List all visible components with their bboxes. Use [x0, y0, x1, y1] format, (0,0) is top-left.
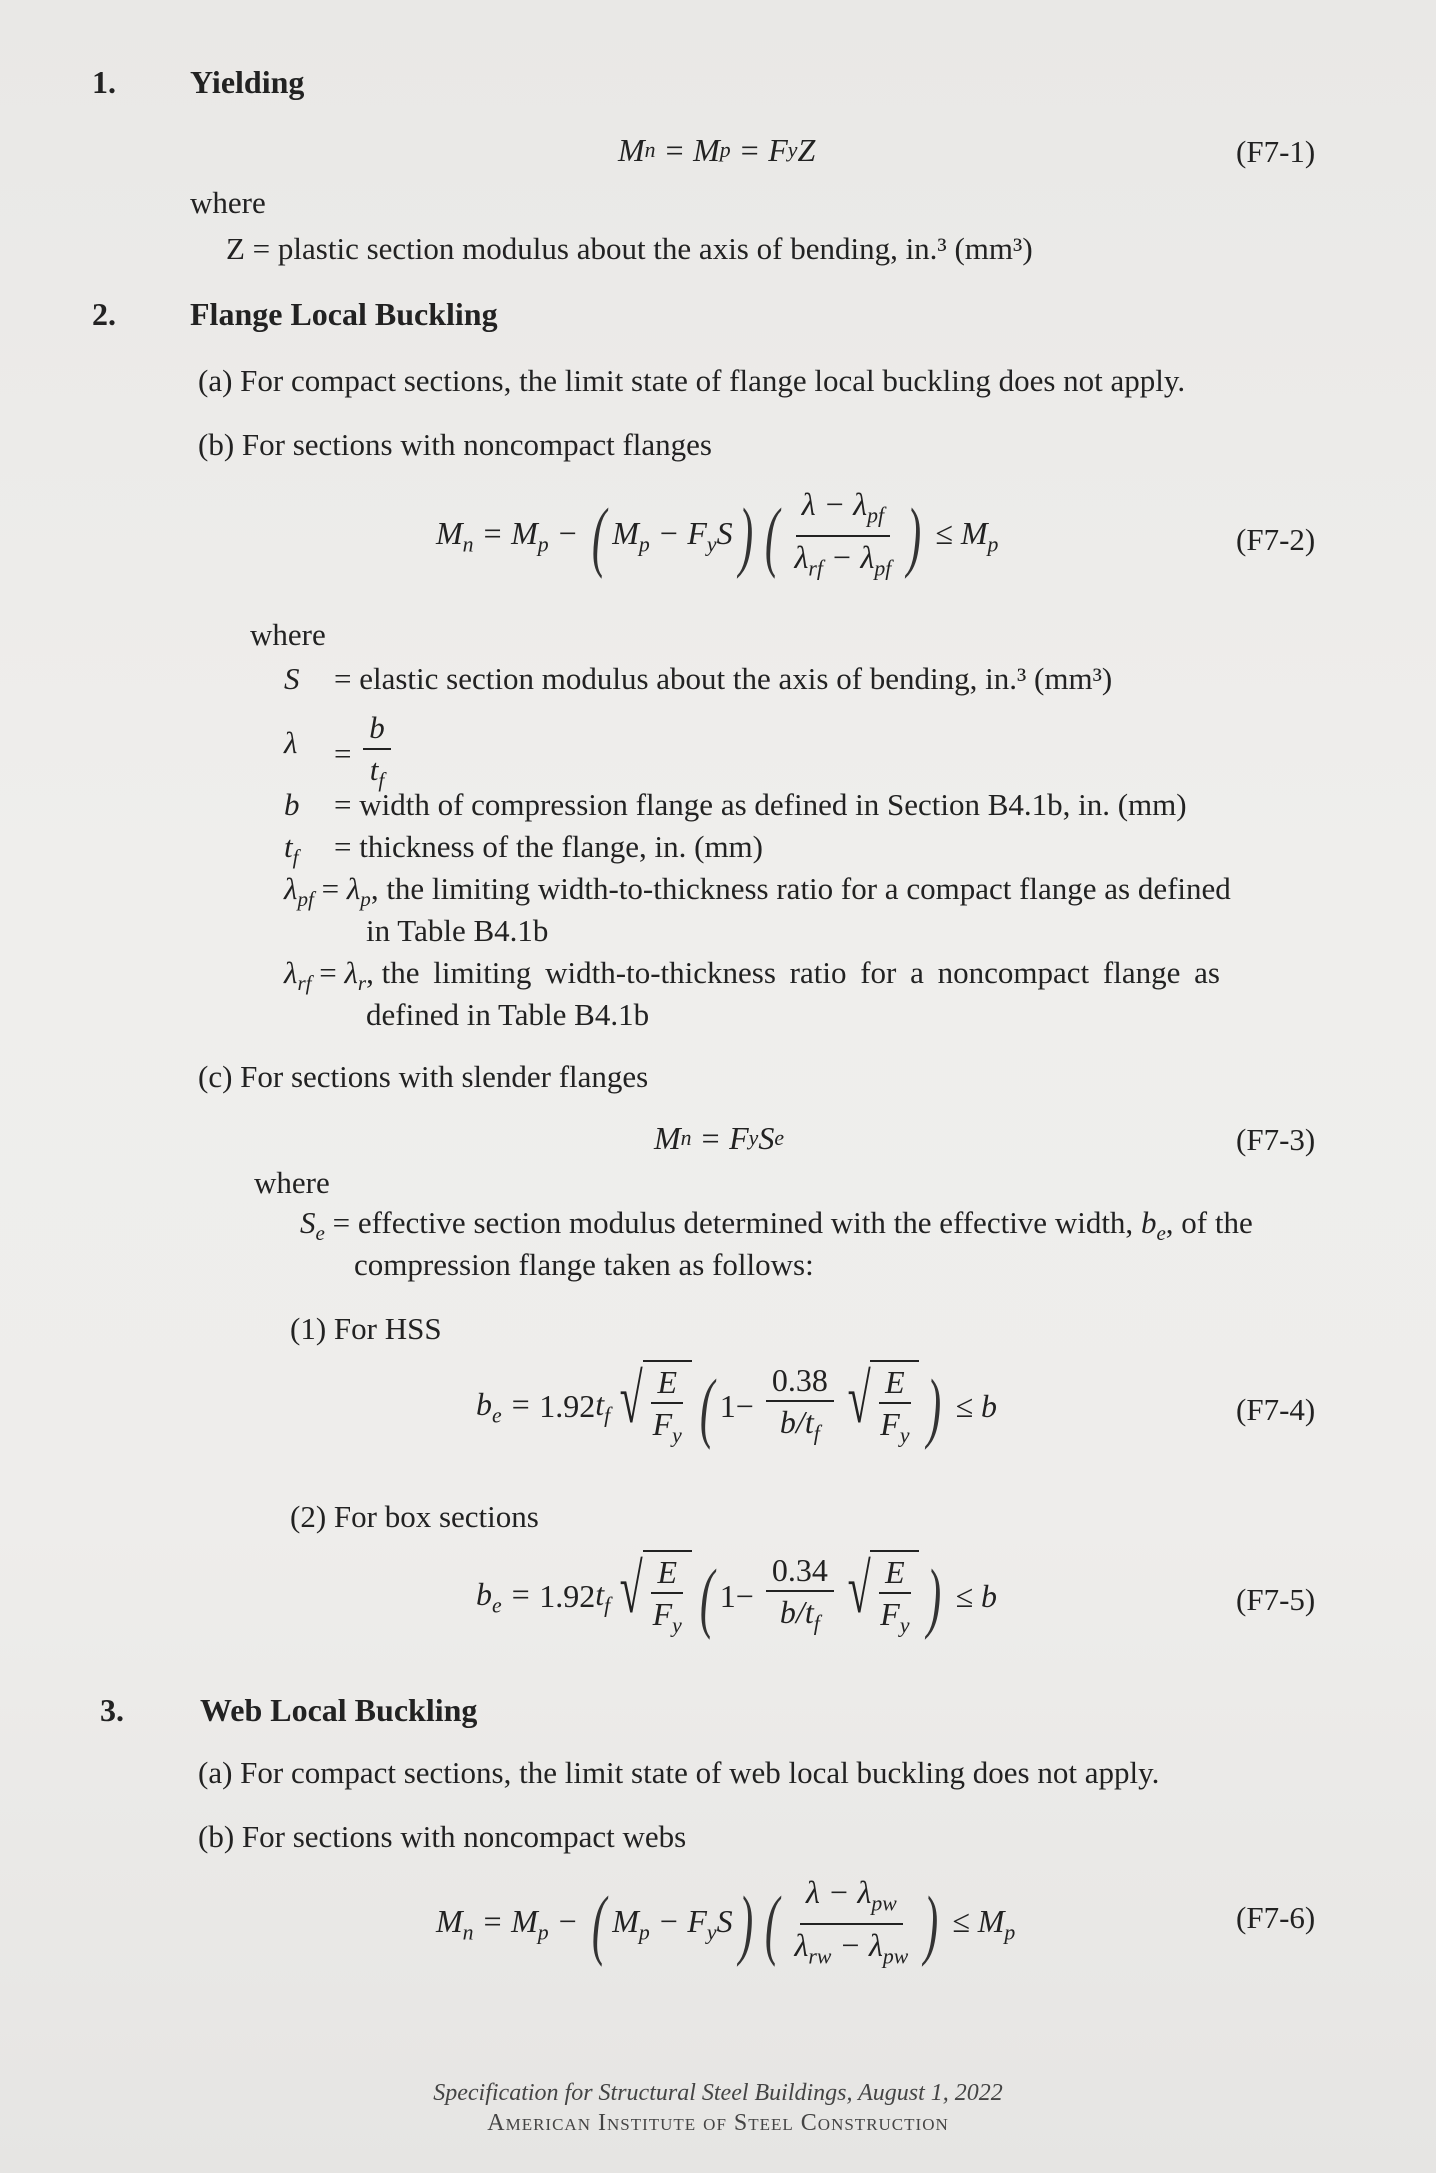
def-S: = elastic section modulus about the axis of bending, in.³ (mm³): [334, 661, 1113, 696]
section-3-heading: Web Local Buckling: [200, 1692, 478, 1728]
equation-f7-6: $M_n = M_p$ − ( $M_p - F_yS$ ) ( $\frac{\lambda - \lambda_{pw}}{\lambda_{rw} - \lambda_{pw}}$ ) ≤ $M_p$: [436, 1874, 1016, 1969]
item-2b: (b) For sections with noncompact flanges: [198, 427, 712, 462]
sym-tf: $t_f$: [284, 829, 299, 870]
def-lambda-rf-line2: defined in Table B4.1b: [366, 997, 650, 1032]
eq5-constant: 0.34: [766, 1552, 834, 1592]
eq4-coef: 1.92: [539, 1388, 596, 1425]
item-3b: (b) For sections with noncompact webs: [198, 1819, 687, 1854]
def-lambda-pf-text: the limiting width-to-thickness ratio for a compact flange as defined: [386, 871, 1231, 906]
def-lambda-pf: $\lambda_{pf} = \lambda_p$, the limiting width-to-thickness ratio for a compact flange as defined: [284, 871, 1231, 912]
sym-S: S: [284, 661, 300, 696]
where-label-3: where: [254, 1165, 330, 1200]
where-label-2: where: [250, 617, 326, 652]
where-label: where: [190, 185, 266, 220]
eq-number-f7-3: (F7-3): [1236, 1122, 1316, 1157]
section-2-heading: Flange Local Buckling: [190, 296, 498, 332]
def-lambda-rf: $\lambda_{rf} = \lambda_r$, the limiting width-to-thickness ratio for a noncompact flange as: [284, 955, 1220, 996]
equation-f7-1: M n = M p = F y Z: [618, 132, 816, 168]
sym-b: b: [284, 787, 300, 822]
section-1-number: 1.: [92, 64, 116, 100]
eq-number-f7-5: (F7-5): [1236, 1582, 1316, 1617]
eq4-constant: 0.38: [766, 1362, 834, 1402]
eq-number-f7-2: (F7-2): [1236, 522, 1316, 557]
eq-number-f7-6: (F7-6): [1236, 1900, 1316, 1935]
def-Se-text-end: of the: [1181, 1205, 1253, 1240]
equation-f7-3: M n = F y S e: [654, 1120, 784, 1156]
def-Se: $S_e$ = effective section modulus determined with the effective width, $b_e$, of the: [300, 1205, 1253, 1246]
section-1-heading: Yielding: [190, 64, 305, 100]
item-3a: (a) For compact sections, the limit state of web local buckling does not apply.: [198, 1755, 1160, 1790]
def-Se-text: = effective section modulus determined with the effective width,: [332, 1205, 1134, 1240]
eq-number-f7-1: (F7-1): [1236, 134, 1316, 169]
def-lambda-rf-text: the limiting width-to-thickness ratio for a noncompact flange as: [381, 955, 1220, 990]
equation-f7-5: $b_e$ = 1.92 $t_f$ √ $\frac{E}{F_y}$ ( 1− $\frac{0.34}{b/t_f}$ √ $\frac{E}{F_y}$ ) ≤ b: [476, 1550, 997, 1643]
lambda-eq: = $\frac{b}{t_f}$: [334, 710, 395, 798]
item-hss: (1) For HSS: [290, 1311, 442, 1346]
footer-spec-title: Specification for Structural Steel Buildings, August 1, 2022: [433, 2080, 1003, 2106]
def-b: = width of compression flange as defined in Section B4.1b, in. (mm): [334, 787, 1187, 822]
sym-lambda: λ: [284, 725, 298, 760]
z-definition: Z = plastic section modulus about the axis of bending, in.³ (mm³): [226, 231, 1033, 266]
equation-f7-2: $M_n = M_p$ − ( $M_p - F_yS$ ) ( $\frac{\lambda - \lambda_{pf}}{\lambda_{rf} - \lambda_{pf}}$ ) ≤ $M_p$: [436, 486, 999, 581]
section-2-number: 2.: [92, 296, 116, 332]
def-lambda-pf-line2: in Table B4.1b: [366, 913, 549, 948]
section-3-number: 3.: [100, 1692, 124, 1728]
footer-organization: American Institute of Steel Construction: [487, 2110, 949, 2136]
eq-number-f7-4: (F7-4): [1236, 1392, 1316, 1427]
eq5-coef: 1.92: [539, 1578, 596, 1615]
equation-f7-4: $b_e$ = 1.92 $t_f$ √ $\frac{E}{F_y}$ ( 1− $\frac{0.38}{b/t_f}$ √ $\frac{E}{F_y}$ ) ≤ b: [476, 1360, 997, 1453]
item-2c: (c) For sections with slender flanges: [198, 1059, 649, 1094]
def-tf: = thickness of the flange, in. (mm): [334, 829, 763, 864]
item-box: (2) For box sections: [290, 1499, 539, 1534]
item-2a: (a) For compact sections, the limit state of flange local buckling does not apply.: [198, 363, 1186, 398]
def-Se-line2: compression flange taken as follows:: [354, 1247, 814, 1282]
